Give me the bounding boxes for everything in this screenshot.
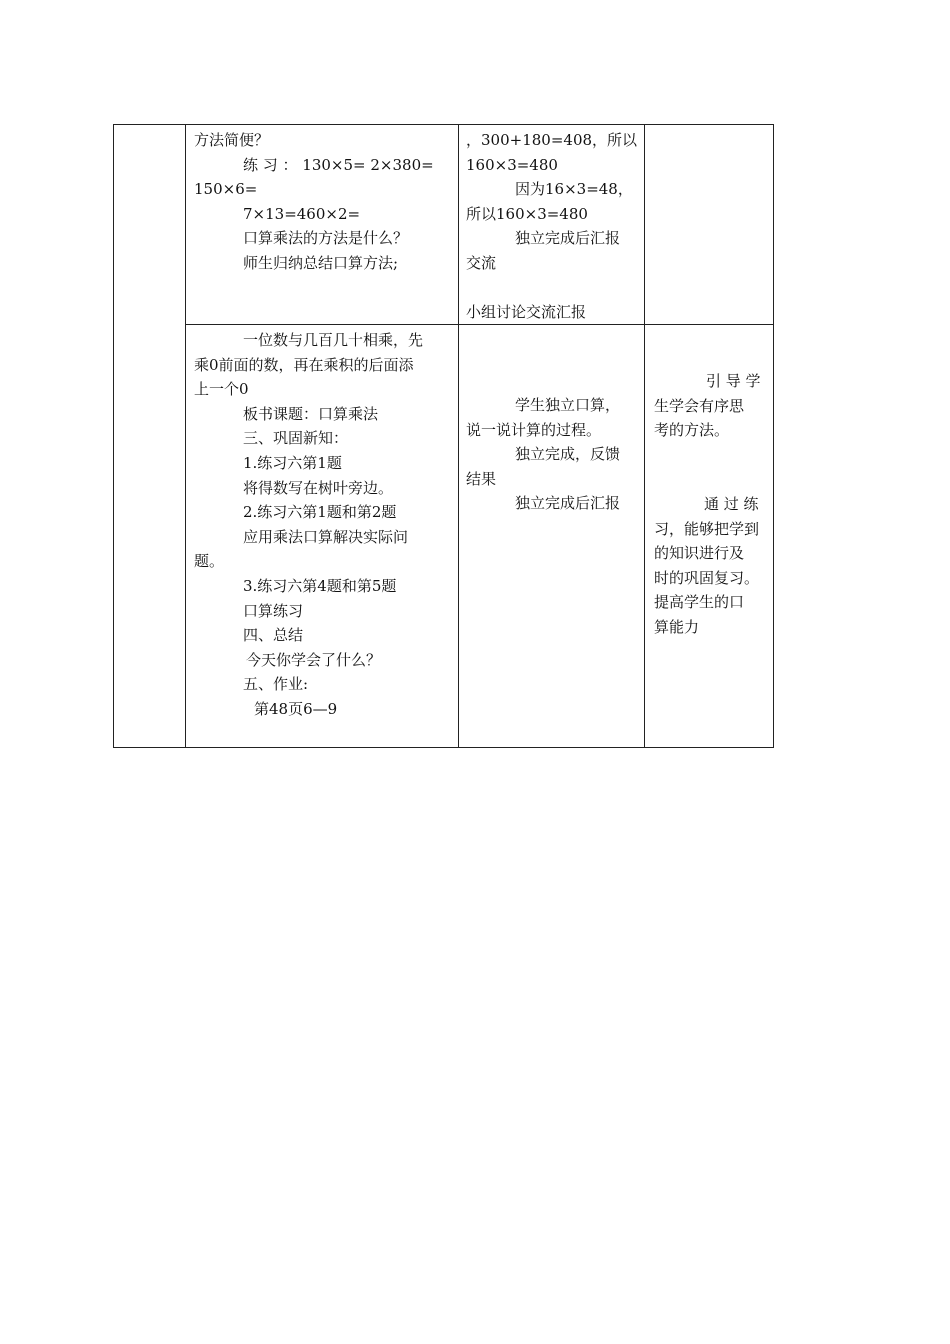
- column-divider: [458, 125, 459, 747]
- text-line: 独立完成后汇报: [515, 494, 621, 513]
- text-line: 方法简便？: [194, 131, 270, 149]
- text-line: 第48页6—9: [254, 699, 338, 718]
- text-line: 150×6=: [194, 180, 258, 199]
- text-line: 考的方法。: [654, 421, 730, 440]
- text-line: 的知识进行及: [654, 544, 745, 563]
- text-line: 今天你学会了什么？: [246, 650, 382, 669]
- text-line: 小组讨论交流汇报: [466, 303, 587, 322]
- text-line: 交流: [466, 253, 497, 272]
- text-line: 习，能够把学到: [654, 519, 760, 538]
- text-line: 2.练习六第1题和第2题: [243, 503, 397, 522]
- text-line: 四、总结: [243, 626, 304, 645]
- row1-student-cell: [466, 128, 638, 325]
- text-line: 3.练习六第4题和第5题: [243, 576, 397, 595]
- text-line: 学生独立口算，: [515, 396, 621, 414]
- text-line: 生学会有序思: [654, 396, 745, 415]
- text-line: 7×13=460×2=: [243, 204, 361, 223]
- text-line: 练 习 ： 130×5= 2×380=: [243, 155, 434, 174]
- column-divider: [185, 125, 186, 747]
- text-line: 说一说计算的过程。: [466, 420, 602, 439]
- text-line: 时的巩固复习。: [654, 568, 760, 587]
- text-line: 师生归纳总结口算方法;: [243, 253, 399, 272]
- text-line: 独立完成后汇报: [515, 229, 621, 248]
- text-line: 应用乘法口算解决实际问: [243, 527, 409, 546]
- text-line: 提高学生的口: [654, 593, 745, 612]
- lesson-table: [113, 124, 774, 748]
- column-divider: [644, 125, 645, 747]
- row2-student-cell: [466, 393, 638, 516]
- text-line: 板书课题：口算乘法: [243, 404, 379, 423]
- text-line: 1.练习六第1题: [243, 453, 342, 472]
- text-line: 将得数写在树叶旁边。: [243, 478, 394, 497]
- text-line: 五、作业:: [243, 675, 309, 694]
- text-line: 乘0前面的数，再在乘积的后面添: [194, 355, 414, 374]
- row2-teacher-cell: [194, 328, 452, 722]
- text-line: 口算练习: [243, 601, 304, 620]
- text-line: 结果: [466, 469, 497, 488]
- text-line: 通 过 练: [704, 494, 759, 513]
- row1-teacher-cell: [194, 128, 452, 276]
- text-line: 题。: [194, 552, 225, 571]
- text-line: 引 导 学: [706, 372, 761, 390]
- text-line: 独立完成，反馈: [515, 445, 621, 464]
- text-line: 口算乘法的方法是什么？: [243, 229, 409, 248]
- text-line: 因为16×3=48，: [515, 180, 633, 199]
- text-line: ，300+180=408，所以: [466, 131, 638, 149]
- text-line: 算能力: [654, 617, 700, 636]
- row2-intent-cell: [654, 369, 766, 640]
- text-line: 一位数与几百几十相乘，先: [243, 331, 424, 349]
- text-line: 三、巩固新知：: [243, 429, 349, 448]
- text-line: 160×3=480: [466, 155, 558, 174]
- text-line: 所以160×3=480: [466, 204, 588, 223]
- text-line: 上一个0: [194, 380, 249, 399]
